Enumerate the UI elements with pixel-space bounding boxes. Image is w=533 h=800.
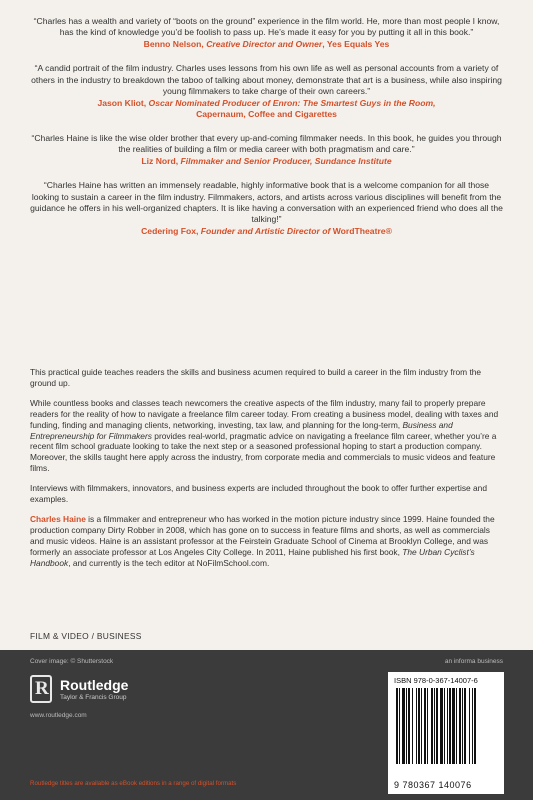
barcode-icon	[394, 688, 498, 776]
publisher-group: Taylor & Francis Group	[60, 694, 127, 701]
description-paragraph	[30, 398, 503, 474]
book-title: The Urban Cyclist’s Handbook	[30, 546, 475, 568]
routledge-logo	[30, 675, 180, 705]
publisher-website[interactable]: www.routledge.com	[30, 712, 87, 719]
endorsement-quote	[30, 63, 503, 120]
quote-name: Benno Nelson,	[143, 39, 207, 50]
quote-text: “A candid portrait of the film industry. Charles uses lessons from his own life as well as personal accounts from a variety of others in the industry to breakdown the taboo of talking about money, demonstrate that art is a business, while also inspiring young filmmakers to take charge of their own careers.”	[31, 63, 502, 96]
barcode-box	[388, 672, 504, 794]
quote-attribution	[30, 156, 503, 167]
description-paragraph: This practical guide teaches readers the skills and business acumen required to build a career in the film industry from the ground up.	[30, 367, 482, 388]
quote-name: Cedering Fox,	[141, 226, 201, 237]
routledge-r-icon: R	[30, 675, 52, 703]
isbn-text: ISBN 978-0-367-14007-6	[394, 676, 478, 685]
quote-name: Liz Nord,	[141, 156, 181, 167]
ebook-note: Routledge titles are available as eBook editions in a range of digital formats	[30, 780, 237, 787]
informa-tagline: an informa business	[444, 658, 503, 665]
book-title: Business and Entrepreneurship for Filmmakers	[30, 419, 453, 441]
paragraph-text: , and currently is the tech editor at NoFilmSchool.com.	[68, 557, 270, 568]
barcode-number: 9 780367 140076	[394, 780, 472, 790]
quote-attribution	[30, 98, 503, 120]
author-bio	[30, 514, 503, 569]
endorsement-quote	[30, 133, 503, 167]
paragraph-text: provides real-world, pragmatic advice on navigating a freelance film career, whether you’re a recent film school graduate looking to take the next step or a seasoned professional hoping to start a production company. Moreover, the skills taught here apply across the industry, from corporate media and commercials to music videos and feature films.	[30, 430, 497, 474]
author-name: Charles Haine	[30, 513, 86, 524]
quote-role: Filmmaker and Senior Producer, Sundance Institute	[180, 156, 392, 167]
footer-band	[0, 650, 533, 800]
endorsement-quote	[30, 16, 503, 50]
quote-org: Capernaum, Coffee and Cigarettes	[196, 109, 337, 120]
quote-attribution	[30, 39, 503, 50]
quote-name: Jason Kliot,	[97, 98, 149, 109]
quote-text: “Charles Haine is like the wise older brother that every up-and-coming filmmaker needs. In this book, he guides you through the realities of building a film or media career with both pragmatism and care.”	[31, 133, 502, 155]
quote-text: “Charles has a wealth and variety of “boots on the ground” experience in the film world. He, more than most people I know, has the kind of knowledge you’d be foolish to pass up. He’s made it easy for you by putting it all in this book.”	[33, 16, 500, 38]
book-description	[30, 367, 503, 578]
quote-org: WordTheatre®	[330, 226, 392, 237]
endorsements	[30, 16, 503, 250]
quote-attribution	[30, 226, 503, 237]
quote-role: Founder and Artistic Director of	[200, 226, 331, 237]
quote-role: Oscar Nominated Producer of Enron: The Smartest Guys in the Room,	[148, 98, 436, 109]
quote-text: “Charles Haine has written an immensely readable, highly informative book that is a welcome companion for all those looking to sustain a career in the film industry. Filmmakers, actors, and artists across various disciplines will benefit from the guidance he offers in his well-organized chapters. It is like having a conversation with an experienced friend who does all the talking!”	[30, 180, 503, 225]
paragraph-text: is a filmmaker and entrepreneur who has worked in the motion picture industry since 1999. Haine founded the production company Dirty Robber in 2008, which has gone on to success in feature films and shorts, as well as commercials and music videos. Haine is an assistant professor at the Feirstein Graduate School of Cinema at Brooklyn College, and was formerly an associate professor at Los Angeles City College. In 2011, Haine published his first book,	[30, 513, 495, 557]
endorsement-quote	[30, 180, 503, 237]
book-category: FILM & VIDEO / BUSINESS	[30, 631, 142, 641]
description-paragraph: Interviews with filmmakers, innovators, and business experts are included throughout the book to offer further expertise and examples.	[30, 483, 487, 505]
paragraph-text: While countless books and classes teach newcomers the creative aspects of the film industry, many fail to properly prepare readers for the reality of how to navigate a freelance film career today. From creating a business model, dealing with taxes and funding, finding and managing clients, networking, investing, tax law, and planning for the long-term,	[30, 397, 499, 430]
quote-org: , Yes Equals Yes	[322, 39, 390, 50]
quote-role: Creative Director and Owner	[206, 39, 323, 50]
cover-credit: Cover image: © Shutterstock	[30, 658, 114, 665]
publisher-name: Routledge	[60, 677, 129, 693]
